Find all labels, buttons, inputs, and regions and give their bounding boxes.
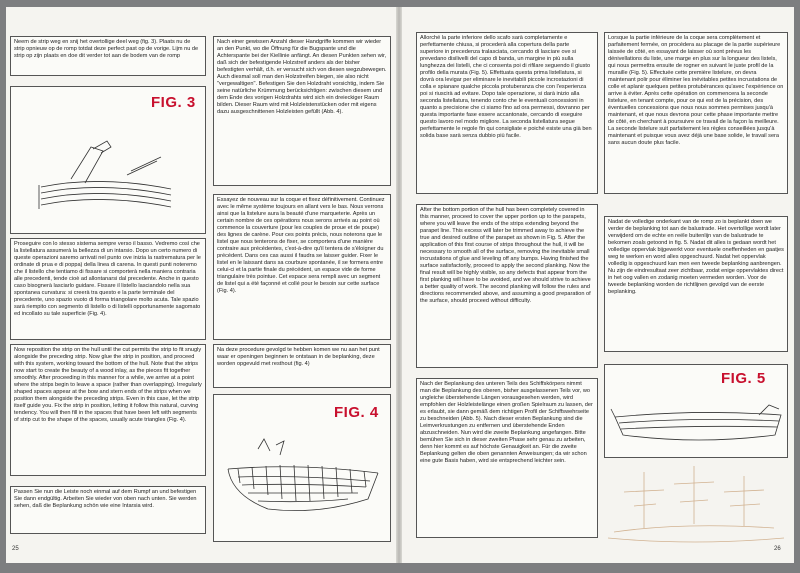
figure-4-drawing: [218, 429, 386, 537]
figure-4-frame: [213, 394, 391, 542]
text-block-dutch-middle: Na deze procedure gevolgd te hebben komen we nu aan het punt waar er openingen beginnen te ontstaan in de beplanking, deze worden opgevuld met resthout (fig. 4): [213, 344, 391, 388]
text-block-english: Now reposition the strip on the hull until the cut permits the strip to fit snugly alongside the preceding strip. Now glue the strip in position, and proceed with this system, working toward the bottom of the hull. Note that the strips now start to create the beauty of a wood inlay, as the pieces fit together smoothly. After proceeding in this manner for a while, we arrive at a point where the strips begin to leave a space (rather than overlapping). Irregularly shaped spaces appear at the bow and stern ends of the strips when we position them alongside the preceding strips. Even in this case, let the strip itself guide you. Fix the strip in position, letting it follow this natural, curving tendency. You will then fill in the spaces that have been left with segments of strip cut to the shape of the spaces, usually acute triangles (Fig. 4).: [10, 344, 206, 476]
figure-3-frame: [10, 86, 206, 234]
page-number-left: 25: [12, 546, 19, 552]
figure-5-frame: [604, 364, 788, 458]
text-block-german-right: Nach der Beplankung des unteren Teils des Schiffskörpers nimmt man die Beplankung des oberen, bisher ausgelassenen Teils vor, wo ungleiche überstehende Längen vorausgesehen werden, wird empfohlen der Holzleistelänge einen großen Spielraum zu lassen, der es erlaubt, sie dann gemäß dem richtigen Profil der Schiffswehrseite zu beschneiden (Abb. 5). Nach dieser ersten Beplankung sind die Leimverkrustungen zu entfernen und überstehende Enden abzuschneiden. Nun wird die zweite Beplankung angefangen. Bitte bemühen Sie sich in dieser zweiten Phase sehr genau zu arbeiten, denn hier kommt es auf höchste Genauigkeit an. Für die zweite Beplankung gelten die oben genannten Anweisungen; da wir schon eine gute Basis haben, wird sie entsprechend leichter sein.: [416, 378, 598, 538]
text-block-german-top: Nach einer gewissen Anzahl dieser Handgriffe kommen wir wieder an den Punkt, wo die Öffnung für die Bugspante und die Achterspante bei der Kiellinie anfängt. An diesen Punkten sehen wir, daß sich der befestigende Holzstreif anders als der bisher befestigten verhält, d.h. er versucht sich von diesen wegzubewegen. Auch diesmal soll man den Holzstreifen biegen, sie also nicht "vergewaltigen". Befestigen Sie den Holzdraht vorsichtig, indem Sie seine natürliche Krümmung berücksichtigen: zwischen diesem und dem Ende des vorigen Holzdrahts wird sich ein dreieckiger Raum bilden. Dieser Raum wird mit Holzleistenstücken oder mit eigens dazu ausgeschnittenen Holzleisten gefüllt (Abb. 4).: [213, 36, 391, 186]
text-block-french: Essayez de nouveau sur la coque et fixez définitivement. Continuez avec le même système toujours en allant vers le bas. Nous verrons ainsi que la listelure aura la beauté d'une marqueterie. Après un certain nombre de ces opérations nous serons arrivés au point où commence la couverture (pour les couples de proue et de poupe) des lignes de carène. Pour ces points précis, nous noterons que le listel que nous tenterons de fixer, se comportera d'une manière contraire aux précédentes, c'est-à-dire qu'il tentera de s'éloigner du précédent. Dans ces cas aussi il faudra se laisser guider. Fixer le listel en le laissant dans sa courbure spontanée, il se formera entre celui-ci et la partie finale du précédent, un espace vide de forme triangulaire très pointue. Cet espace sera rempli avec un segment de listel qui a été façonné et collé pour le besoin sur cette surface (Fig. 4).: [213, 194, 391, 340]
page-number-right: 26: [774, 546, 781, 552]
text-block-dutch-right: Nadat de volledige onderkant van de romp zo is beplankt doen we verder de beplanking tot aan de balustrade. Het overtollige wordt later verwijderd om de echte en reële buitenlijn van de balustrade te bekomen zoals getoond in fig. 5. Nadat dit alles is gedaan wordt het volledige oppervlak bijgewerkt voor eventuele oneffenheden en gaatjes weg te werken en word alles opgeschuurd. Nadat het oppervlak volledig is opgeschuurd kan men een tweede beplanking aanbrengen. Nu zijn de eindresultaat zeer zichtbaar, zodat enige oppervlaktes direct in het oog vallen en zodanig moeten vermeden worden. Voor de tweede beplanking worden de richtlijnen gevolgd van de eerste beplanking.: [604, 216, 788, 352]
text-block-italian: Proseguire con lo stesso sistema sempre verso il basso. Vedremo così che la listellatura assumerà la bellezza di un intarsio. Dopo un certo numero di queste operazioni saremo arrivati nel punto ove inizia la rastrematura per le ordinate di prua e di poppa) della linea di carena. In questi punti noteremo che il listello che tentiamo di fissare si comporterà nella maniera contraria alle precedenti, tende cioè ad allontanarsi dal precedente. Anche in questo caso bisognerà lasciarlo guidare. Fissare il listello lasciandolo nella sua spontanea curvatura: si creerà tra questo e la parte terminale del precedente, uno spazio vuoto di forma triangolare molto acuta. Tale spazio sarà riempito con segmento di listello o di listelli opportunamente sagomato ed incollato su tale superficie (Fig. 4).: [10, 238, 206, 340]
figure-5-drawing: [609, 395, 785, 455]
figure-3-label: FIG. 3: [151, 94, 196, 111]
ship-sketch-decoration: [604, 462, 788, 546]
text-block-english-right: After the bottom portion of the hull has been completely covered in this manner, proceed to cover the upper portion up to the parapets, where you will leave the ends of the strips extending beyond the parapet line. This excess will later be trimmed away to achieve the true and desired outline of the parapet as shown in Fig. 5. After the application of this first course of strips throughout the hull, it will be necessary to smooth all of the surface, removing the inevitable small incrustations of glue and leveling off any bumps. Having finished the surface satisfactorily, proceed to apply the second planking. Now the final result will be highly visible, so any defects that appear from the first planking will have to be avoided, and we should strive to achieve a better quality of work. The second planking will follow the rules and directions recommended above, and assuming a good preparation of the surface, should proceed without difficulty.: [416, 204, 598, 368]
text-block-italian-right: Allorché la parte inferiore dello scafo sarà completamente e perfettamente chiusa, si procederà alla copertura della parte superiore in precedenza tralasciata, cercando di lasciare ove si prevedano disilivelli del capo di banda, un margine in più sulla lunghezza dei listelli, che ci consenta poi di rifilare seguendo il giusto profilo della murata (Fig. 5). Effettuata questa prima listellatura, si dovrà ora levigar per eliminare le inevitabili piccole incrostazioni di colla e spianare qualche piccola protuberanza che con l'esperienza poi si riuscirà ad evitare. Dopo tale operazione, si darà inizio alla seconda listellatura, tenendo conto che le eventuali concessioni in quanto a precisione che ci siamo fino ad ora permessi, dovranno per questa importante fase essere accantonate, cercando di eseguire questo lavoro nel modo migliore. La seconda listellatura segue perfettamente le regole fin qui consigliate e poiché esiste una già ben solida base sarà senza dubbio più facile.: [416, 32, 598, 194]
figure-5-label: FIG. 5: [721, 370, 766, 387]
figure-4-label: FIG. 4: [334, 404, 379, 421]
figure-3-drawing: [31, 127, 181, 227]
text-block-dutch-top: Neem de strip weg en snij het overtollige deel weg (fig. 3). Plaats nu de strip opnieuw op de romp totdat deze perfect past op de vorige. Lijm nu de strip op zijn plaats en doe dit verder tot aan de bodem van de romp: [10, 36, 206, 76]
text-block-french-right: Lorsque la partie inférieure de la coque sera complètement et parfaitement fermée, on procédera au placage de la partie supérieure laissée de côté, en essayant de laisser où sont prévus les dénivellations du liste, une marge en plus sur la longueur des listels, qui nous permettra ensuite de rogner en suivant le juste profil de la muraille (Fig. 5). Effectuée cette première listelure, on devra maintenant polir pour éliminer les inévitables petites incrustations de colle et aplanir quelques petites protubérances qu'avec l'expérience on arrive à éviter. Après cette opération on commencera la seconde listelure, en tenant compte, pour ce qui est de la précision, des éventuelles concessions que nous nous sommes permises jusqu'à maintenant, et que nous devrons pour cette phase importante mettre de côté, en cherchant à poursuivre ce travail de la façon la meilleure. La seconde listelure suit parfaitement les règles conseillées jusqu'à maintenant et puisque vous avez déjà une base solide, le travail sera sans aucun doute plus facile.: [604, 32, 788, 194]
text-block-german-bottom: Passen Sie nun die Leiste noch einmal auf dem Rumpf an und befestigen Sie dann endgültig. Arbeiten Sie wieder von oben nach unten. Sie werden sehen, daß die Beplankung schön wie eine Intarsia wird.: [10, 486, 206, 534]
